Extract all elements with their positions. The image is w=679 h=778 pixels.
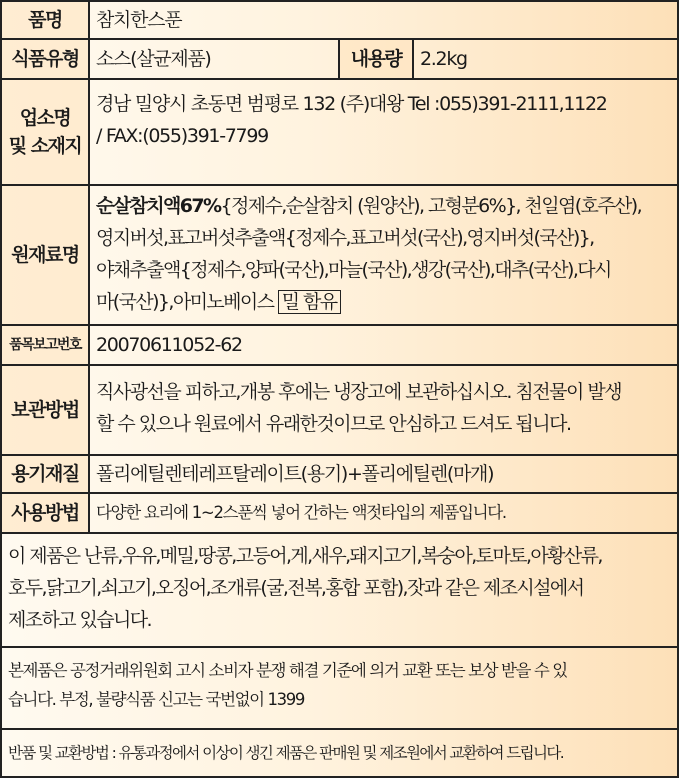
compensation-notice bbox=[2, 648, 677, 728]
ingredients-line1: {정제수,순살참치 (원양산), 고형분6%}, 천일염(호주산), bbox=[220, 195, 642, 217]
row-product-name bbox=[2, 2, 677, 38]
compensation-line1: 본제품은 공정거래위원회 고시 소비자 분쟁 해결 기준에 의거 교환 또는 보상 받을 수 있 bbox=[8, 661, 567, 680]
storage-line1: 직사광선을 피하고,개봉 후에는 냉장고에 보관하십시오. 침전물이 발생 bbox=[96, 381, 622, 403]
row-report-number bbox=[2, 324, 677, 364]
return-policy: 반품 및 교환방법 : 유통과정에서 이상이 생긴 제품은 판매원 및 제조원에서 교환하여 드립니다. bbox=[8, 743, 564, 762]
row-return-policy bbox=[2, 728, 677, 776]
storage-line2: 할 수 있으나 원료에서 유래한것이므로 안심하고 드셔도 됩니다. bbox=[96, 413, 571, 435]
storage-header: 보관방법 bbox=[2, 366, 90, 454]
container-value: 폴리에틸렌테레프탈레이트(용기)+폴리에틸렌(마개) bbox=[96, 463, 494, 485]
row-usage bbox=[2, 492, 677, 532]
row-compensation bbox=[2, 646, 677, 728]
ingredients-main: 순살참치액67% bbox=[96, 195, 221, 217]
ingredients-line2: 영지버섯,표고버섯추출액{정제수,표고버섯(국산),영지버섯(국산)}, bbox=[96, 227, 594, 249]
company-value bbox=[90, 80, 677, 184]
company-header-line2: 및 소재지 bbox=[8, 135, 82, 157]
storage-value bbox=[90, 366, 677, 454]
container-header: 용기재질 bbox=[2, 456, 90, 492]
food-type-header: 식품유형 bbox=[2, 40, 90, 78]
volume-header: 내용량 bbox=[340, 40, 414, 78]
company-header bbox=[2, 80, 90, 184]
row-ingredients bbox=[2, 184, 677, 324]
usage-header: 사용방법 bbox=[2, 494, 90, 532]
ingredients-line4: 마(국산)},아미노베이스 bbox=[96, 291, 274, 313]
report-number-value: 20070611052-62 bbox=[96, 334, 242, 356]
company-address-line1: 경남 밀양시 초동면 범평로 132 (주)대왕 Tel :055)391-2111,1122 bbox=[96, 93, 607, 115]
ingredients-header: 원재료명 bbox=[2, 186, 90, 324]
compensation-line2: 습니다. 부정, 불량식품 신고는 국번없이 1399 bbox=[8, 690, 304, 709]
allergen-box: 밀 함유 bbox=[278, 290, 341, 314]
product-name-value: 참치한스푼 bbox=[96, 9, 182, 31]
report-number-header: 품목보고번호 bbox=[2, 326, 90, 364]
allergy-notice-line3: 제조하고 있습니다. bbox=[8, 609, 151, 631]
allergy-notice bbox=[2, 534, 677, 646]
volume-value: 2.2kg bbox=[420, 48, 467, 70]
row-food-type bbox=[2, 38, 677, 78]
company-header-line1: 업소명 bbox=[19, 107, 71, 129]
ingredients-value bbox=[90, 186, 677, 324]
product-name-header: 품명 bbox=[2, 2, 90, 38]
ingredients-line3: 야채추출액{정제수,양파(국산),마늘(국산),생강(국산),대추(국산),다시 bbox=[96, 259, 611, 281]
row-company bbox=[2, 78, 677, 184]
food-type-value: 소스(살균제품) bbox=[90, 40, 340, 78]
row-container bbox=[2, 454, 677, 492]
allergy-notice-line2: 호두,닭고기,쇠고기,오징어,조개류(굴,전복,홍합 포함),잣과 같은 제조시설에서 bbox=[8, 577, 584, 599]
company-address-line2: / FAX:(055)391-7799 bbox=[96, 125, 268, 147]
row-allergy-notice bbox=[2, 532, 677, 646]
usage-value: 다양한 요리에 1~2스푼씩 넣어 간하는 액젓타입의 제품입니다. bbox=[96, 503, 506, 522]
row-storage bbox=[2, 364, 677, 454]
allergy-notice-line1: 이 제품은 난류,우유,메밀,땅콩,고등어,게,새우,돼지고기,복숭아,토마토,아황산류, bbox=[8, 545, 602, 567]
